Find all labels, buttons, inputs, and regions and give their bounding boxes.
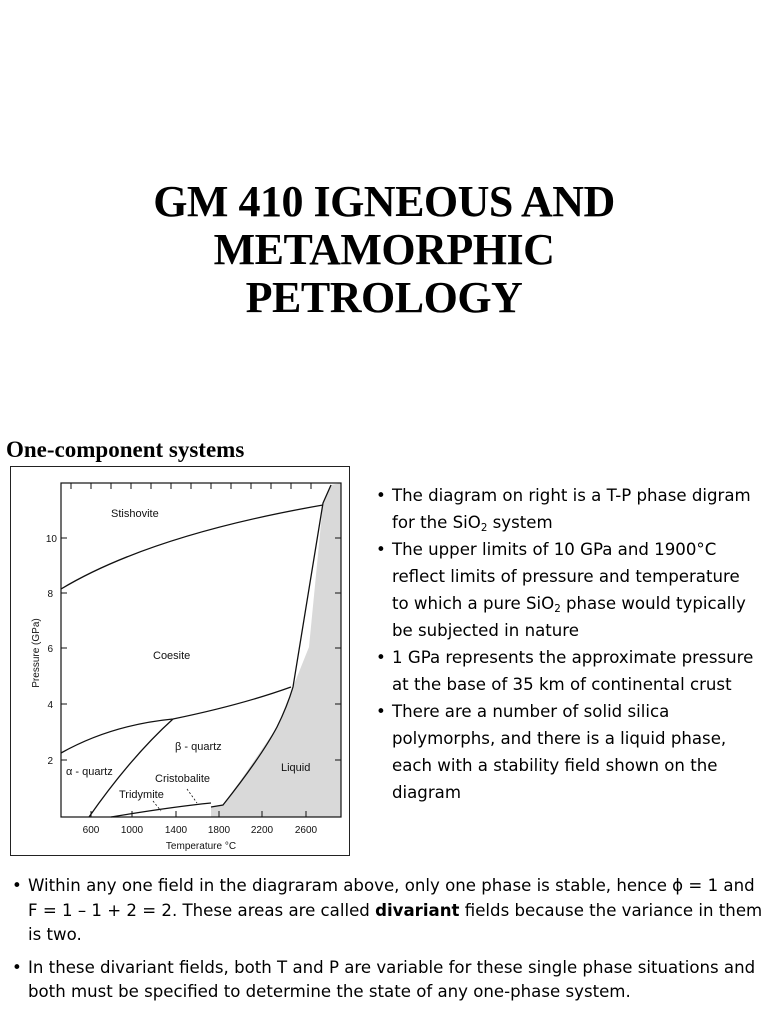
field-label-liquid: Liquid bbox=[281, 762, 311, 774]
y-tick-label: 8 bbox=[47, 589, 53, 600]
field-label-beta-quartz: β - quartz bbox=[175, 741, 222, 753]
x-tick-label: 2600 bbox=[294, 825, 318, 836]
x-tick-label: 1000 bbox=[120, 825, 144, 836]
y-tick-label: 10 bbox=[45, 534, 57, 545]
x-tick-label: 600 bbox=[82, 825, 100, 836]
y-axis-title: Pressure (GPa) bbox=[31, 618, 42, 688]
x-axis-title: Temperature °C bbox=[165, 841, 237, 852]
phase-diagram bbox=[11, 467, 349, 855]
right-bullet-1: • The diagram on right is a T-P phase digram for the SiO$_2$ system bbox=[392, 482, 760, 536]
x-tick-label: 1400 bbox=[164, 825, 188, 836]
title-line-1: GM 410 IGNEOUS AND bbox=[153, 177, 615, 226]
x-tick-label: 1800 bbox=[207, 825, 231, 836]
y-tick-label: 2 bbox=[47, 756, 53, 767]
field-label-coesite: Coesite bbox=[153, 650, 191, 662]
y-tick-label: 6 bbox=[47, 644, 53, 655]
y-tick-label: 4 bbox=[47, 700, 53, 711]
right-bullet-list bbox=[392, 482, 760, 806]
liquid-field bbox=[211, 483, 341, 817]
phase-diagram-figure bbox=[10, 466, 350, 856]
title-line-3: PETROLOGY bbox=[245, 273, 523, 322]
top-ticks bbox=[71, 483, 311, 489]
title-line-2: METAMORPHIC bbox=[213, 225, 555, 274]
field-label-stishovite: Stishovite bbox=[111, 508, 159, 520]
bottom-bullet-2: • In these divariant fields, both T and P are variable for these single phase situations and both must be specified to determine the state of any one-phase system. bbox=[28, 956, 764, 1005]
section-heading: One-component systems bbox=[6, 437, 245, 462]
right-bullet-4: • There are a number of solid silica polymorphs, and there is a liquid phase, each with a stability field shown on the diagram bbox=[392, 698, 760, 806]
field-label-tridymite: Tridymite bbox=[119, 789, 164, 801]
y-axis-ticks bbox=[61, 538, 67, 760]
bottom-bullet-list bbox=[28, 874, 764, 1013]
tridymite-boundary bbox=[111, 803, 211, 817]
field-label-alpha-quartz: α - quartz bbox=[66, 766, 113, 778]
x-tick-label: 2200 bbox=[250, 825, 274, 836]
bottom-bullet-1: • Within any one field in the diagraram above, only one phase is stable, hence ϕ = 1 and F = 1 – 1 + 2 = 2. These areas are called divariant fields because the variance in them is two. bbox=[28, 874, 764, 948]
stishovite-coesite-boundary bbox=[61, 505, 323, 589]
slide-title bbox=[84, 178, 684, 322]
right-bullet-2: • The upper limits of 10 GPa and 1900°C reflect limits of pressure and temperature to which a pure SiO$_2$ phase would typically be subjected in nature bbox=[392, 536, 760, 644]
right-bullet-3: • 1 GPa represents the approximate pressure at the base of 35 km of continental crust bbox=[392, 644, 760, 698]
field-label-cristobalite: Cristobalite bbox=[155, 773, 211, 785]
